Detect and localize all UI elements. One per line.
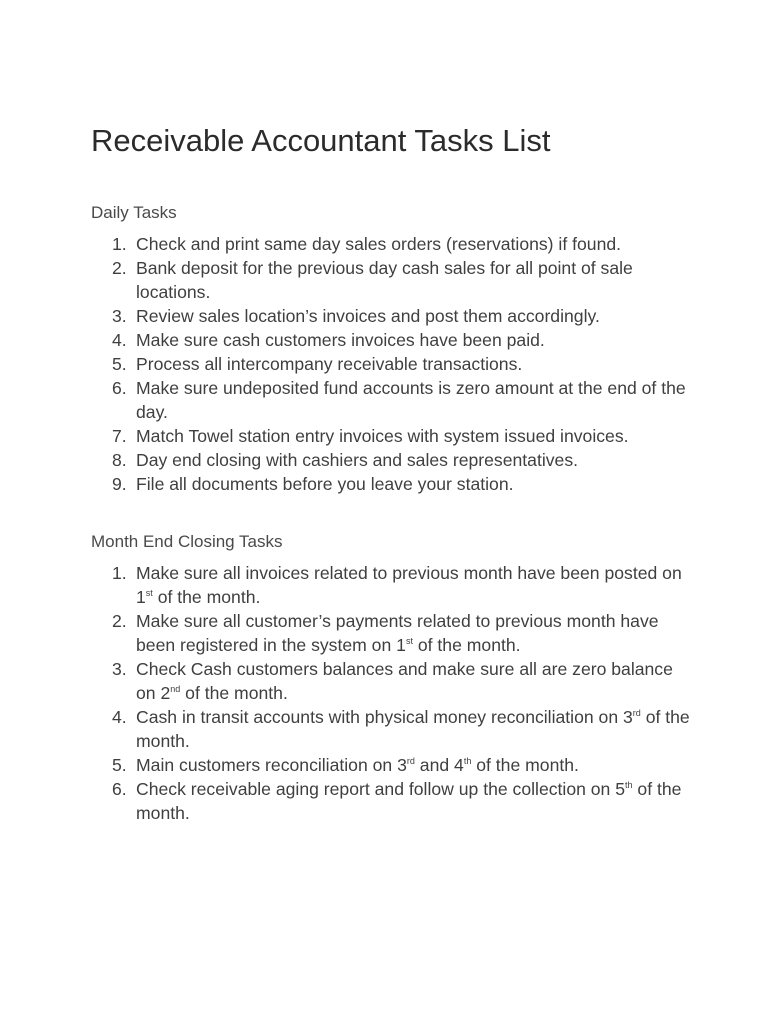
list-item-text: File all documents before you leave your station. [136,474,514,494]
list-item [91,232,691,256]
list-item [91,705,691,753]
section-heading-month-end: Month End Closing Tasks [91,532,283,551]
list-item-text: Day end closing with cashiers and sales representatives. [136,450,579,470]
list-item-number: 6. [112,779,127,799]
list-item [91,304,691,328]
list-item [91,352,691,376]
ordinal-suffix: th [625,780,633,790]
list-item-text: Bank deposit for the previous day cash sales for all point of sale locations. [136,258,633,302]
list-item-number: 2. [112,258,127,278]
list-item-number: 3. [112,659,127,679]
list-item [91,472,691,496]
list-item-number: 6. [112,378,127,398]
ordinal-suffix: nd [170,684,181,694]
list-item [91,657,691,705]
list-item [91,328,691,352]
ordinal-suffix: st [405,636,413,646]
list-item-number: 4. [112,707,127,727]
list-item-text: Check receivable aging report and follow up the collection on 5th of the month. [136,779,682,823]
month-end-task-list [91,561,691,825]
list-item-number: 1. [112,563,127,583]
list-item-text: Match Towel station entry invoices with system issued invoices. [136,426,629,446]
list-item-number: 5. [112,755,127,775]
list-item-text: Review sales location’s invoices and post them accordingly. [136,306,600,326]
list-item-number: 8. [112,450,127,470]
list-item-text: Make sure cash customers invoices have been paid. [136,330,545,350]
list-item-text: Main customers reconciliation on 3rd and 4th of the month. [136,755,579,775]
ordinal-suffix: st [145,588,153,598]
list-item-number: 4. [112,330,127,350]
list-item-text: Make sure undeposited fund accounts is zero amount at the end of the day. [136,378,686,422]
list-item-text: Check and print same day sales orders (reservations) if found. [136,234,622,254]
list-item [91,448,691,472]
list-item [91,561,691,609]
list-item-text: Process all intercompany receivable transactions. [136,354,523,374]
list-item-text: Make sure all customer’s payments related to previous month have been registered in the system on 1st of the month. [136,611,659,655]
list-item-number: 3. [112,306,127,326]
list-item-number: 1. [112,234,127,254]
list-item [91,777,691,825]
list-item [91,424,691,448]
ordinal-suffix: rd [632,708,641,718]
list-item-number: 9. [112,474,127,494]
daily-task-list [91,232,691,496]
ordinal-suffix: rd [406,756,415,766]
list-item-text: Cash in transit accounts with physical money reconciliation on 3rd of the month. [136,707,690,751]
document-title: Receivable Accountant Tasks List [91,123,551,158]
list-item-text: Make sure all invoices related to previous month have been posted on 1st of the month. [136,563,682,607]
list-item [91,609,691,657]
list-item [91,753,691,777]
list-item-text: Check Cash customers balances and make sure all are zero balance on 2nd of the month. [136,659,673,703]
section-heading-daily: Daily Tasks [91,203,177,222]
list-item [91,376,691,424]
list-item [91,256,691,304]
list-item-number: 7. [112,426,127,446]
ordinal-suffix: th [463,756,472,766]
list-item-number: 5. [112,354,127,374]
list-item-number: 2. [112,611,127,631]
